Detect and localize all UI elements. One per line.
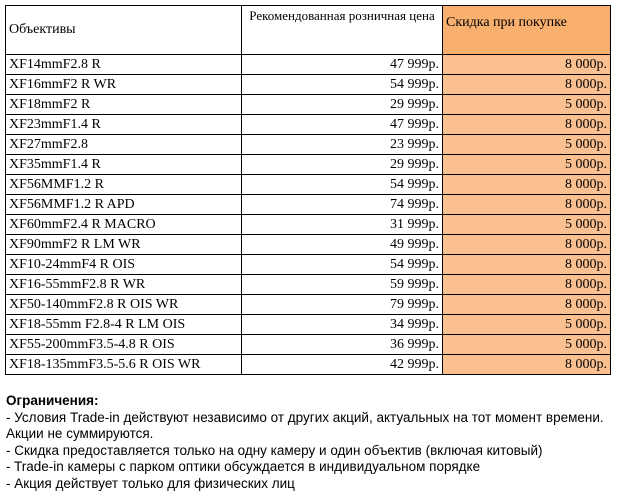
restrictions-title: Ограничения: (6, 393, 99, 408)
discount-cell: 8 000р. (443, 295, 611, 315)
discount-cell: 5 000р. (443, 135, 611, 155)
restrictions-notes (6, 393, 614, 492)
recommended-price-cell: 31 999р. (242, 215, 443, 235)
lens-model-cell: XF50-140mmF2.8 R OIS WR (6, 295, 242, 315)
table-row (6, 175, 611, 195)
recommended-price-cell: 29 999р. (242, 155, 443, 175)
discount-cell: 8 000р. (443, 195, 611, 215)
lens-model-cell: XF55-200mmF3.5-4.8 R OIS (6, 335, 242, 355)
recommended-price-cell: 59 999р. (242, 275, 443, 295)
discount-cell: 5 000р. (443, 215, 611, 235)
table-row (6, 95, 611, 115)
lens-model-cell: XF16-55mmF2.8 R WR (6, 275, 242, 295)
discount-cell: 5 000р. (443, 155, 611, 175)
recommended-price-cell: 23 999р. (242, 135, 443, 155)
table-row (6, 255, 611, 275)
lens-model-cell: XF16mmF2 R WR (6, 75, 242, 95)
table-row (6, 115, 611, 135)
header-lenses: Объективы (6, 6, 242, 55)
table-row (6, 75, 611, 95)
table-row (6, 235, 611, 255)
recommended-price-cell: 54 999р. (242, 75, 443, 95)
discount-cell: 8 000р. (443, 255, 611, 275)
discount-cell: 8 000р. (443, 175, 611, 195)
header-row (6, 6, 611, 55)
recommended-price-cell: 54 999р. (242, 255, 443, 275)
lens-model-cell: XF18-55mm F2.8-4 R LM OIS (6, 315, 242, 335)
lens-model-cell: XF18-135mmF3.5-5.6 R OIS WR (6, 355, 242, 375)
discount-cell: 8 000р. (443, 75, 611, 95)
discount-cell: 5 000р. (443, 335, 611, 355)
header-purchase-discount: Скидка при покупке (443, 6, 611, 55)
recommended-price-cell: 34 999р. (242, 315, 443, 335)
restriction-item: - Trade-in камеры с парком оптики обсуждается в индивидуальном порядке (6, 459, 481, 474)
table-row (6, 195, 611, 215)
recommended-price-cell: 49 999р. (242, 235, 443, 255)
discount-cell: 8 000р. (443, 55, 611, 75)
discount-cell: 5 000р. (443, 95, 611, 115)
recommended-price-cell: 29 999р. (242, 95, 443, 115)
lens-model-cell: XF35mmF1.4 R (6, 155, 242, 175)
lens-model-cell: XF27mmF2.8 (6, 135, 242, 155)
lens-model-cell: XF56MMF1.2 R APD (6, 195, 242, 215)
discount-cell: 8 000р. (443, 115, 611, 135)
lens-discount-table (5, 5, 611, 375)
table-row (6, 155, 611, 175)
discount-cell: 8 000р. (443, 275, 611, 295)
recommended-price-cell: 47 999р. (242, 115, 443, 135)
lens-model-cell: XF23mmF1.4 R (6, 115, 242, 135)
lens-model-cell: XF56MMF1.2 R (6, 175, 242, 195)
restriction-item: - Условия Trade-in действуют независимо от других акций, актуальных на тот момент времени. Акции не суммируются. (6, 409, 604, 441)
discount-cell: 8 000р. (443, 355, 611, 375)
lens-model-cell: XF14mmF2.8 R (6, 55, 242, 75)
table-row (6, 135, 611, 155)
lens-model-cell: XF90mmF2 R LM WR (6, 235, 242, 255)
table-row (6, 355, 611, 375)
recommended-price-cell: 79 999р. (242, 295, 443, 315)
discount-cell: 5 000р. (443, 315, 611, 335)
table-row (6, 215, 611, 235)
restrictions-list (6, 410, 614, 493)
table-header (6, 6, 611, 55)
lens-model-cell: XF60mmF2.4 R MACRO (6, 215, 242, 235)
recommended-price-cell: 42 999р. (242, 355, 443, 375)
restriction-item: - Скидка предоставляется только на одну камеру и один объектив (включая китовый) (6, 442, 543, 458)
recommended-price-cell: 74 999р. (242, 195, 443, 215)
table-row (6, 295, 611, 315)
recommended-price-cell: 47 999р. (242, 55, 443, 75)
restriction-item: - Акция действует только для физических лиц (6, 475, 295, 491)
table-row (6, 55, 611, 75)
lens-model-cell: XF18mmF2 R (6, 95, 242, 115)
header-recommended-price: Рекомендованная розничная цена (242, 6, 443, 55)
recommended-price-cell: 54 999р. (242, 175, 443, 195)
discount-cell: 8 000р. (443, 235, 611, 255)
table-row (6, 275, 611, 295)
lens-model-cell: XF10-24mmF4 R OIS (6, 255, 242, 275)
table-row (6, 335, 611, 355)
recommended-price-cell: 36 999р. (242, 335, 443, 355)
table-row (6, 315, 611, 335)
table-body (6, 55, 611, 375)
